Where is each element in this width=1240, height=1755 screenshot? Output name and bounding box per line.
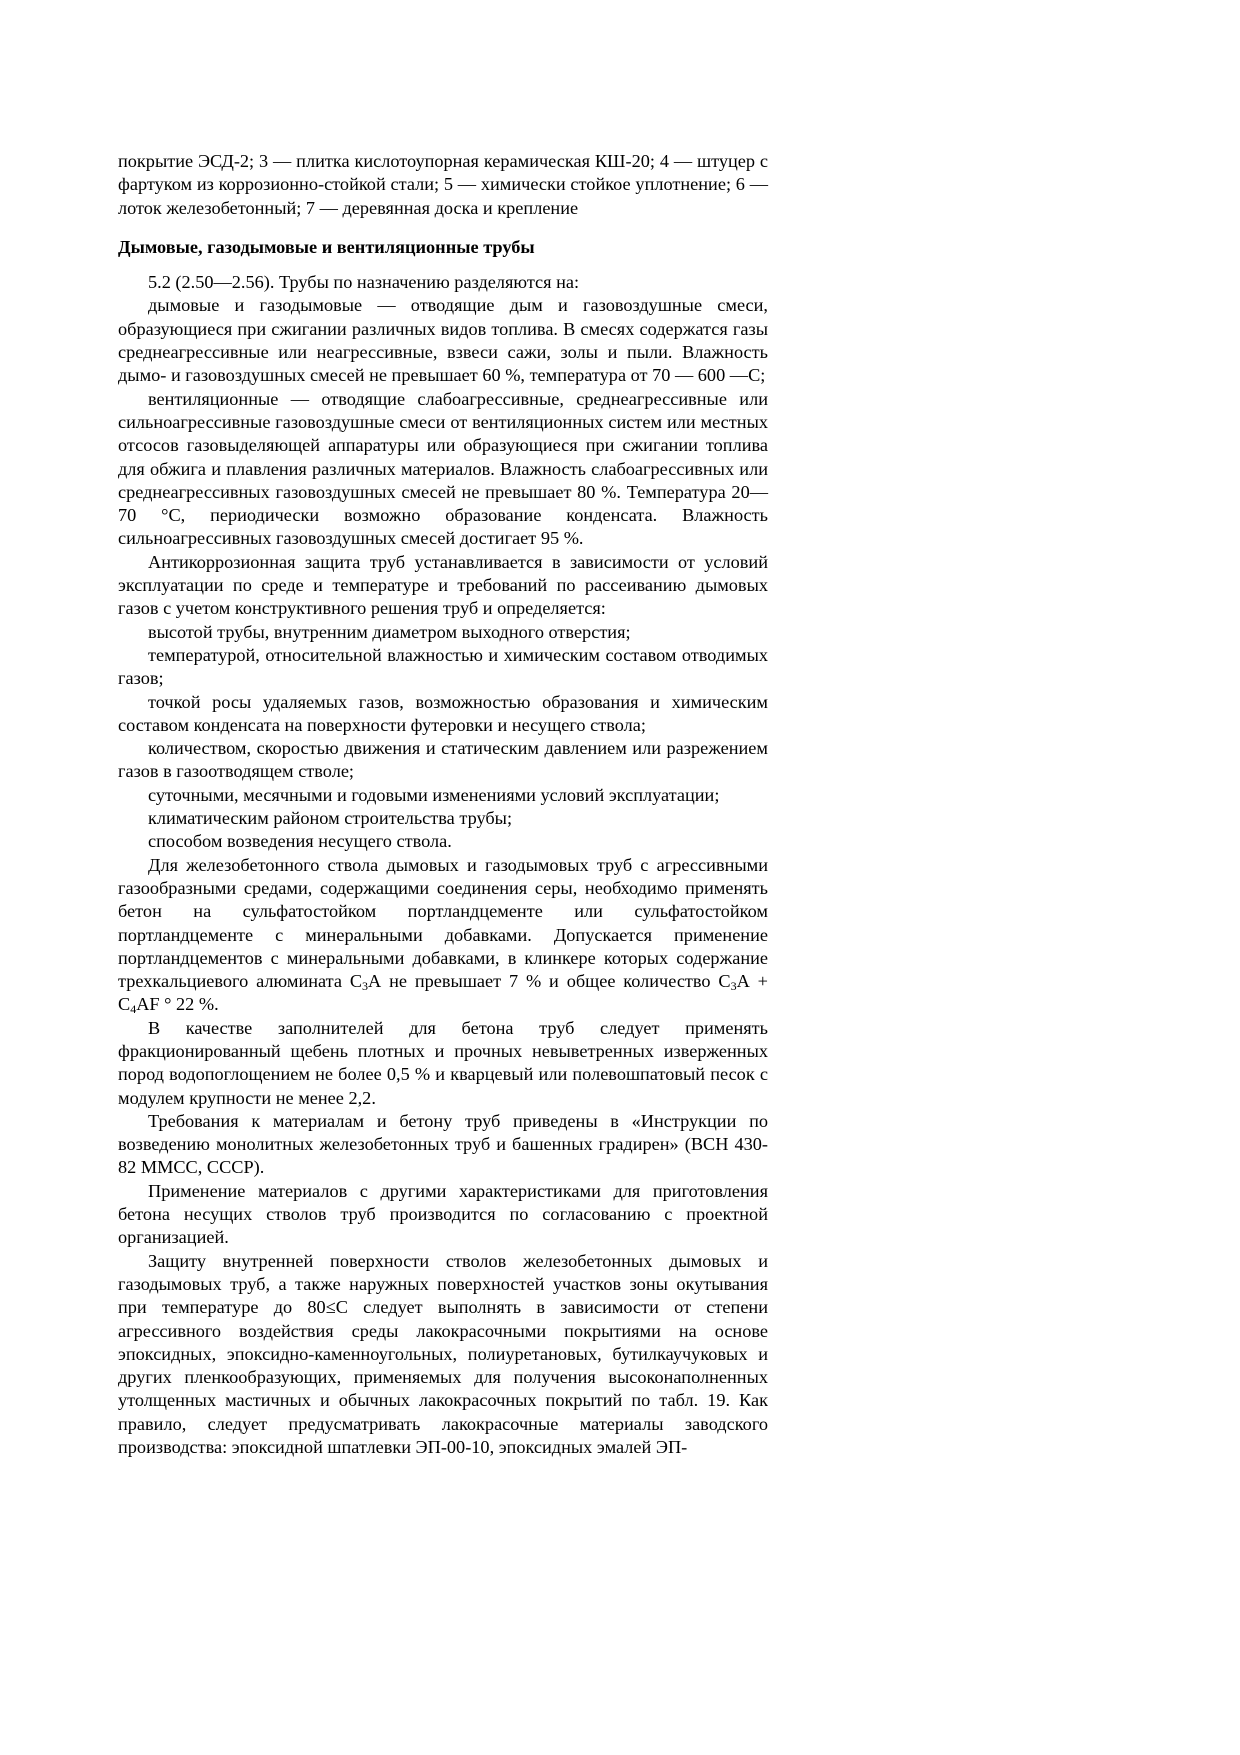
list-item-climate: климатическим районом строительства трубы; [148, 808, 513, 829]
cement-text-4: AF ° 22 %. [136, 994, 219, 1015]
paragraph-smoke-pipes: дымовые и газодымовые — отводящие дым и газовоздушные смеси, образующиеся при сжигании различных видов топлива. В смесях содержатся газы среднеагрессивные или неагрессивные, взвеси сажи, золы и пыли. Влажность дымо- и газовоздушных смесей не превышает 60 %, температура от 70 — 600 —С; [118, 295, 768, 386]
subscript-c4af: 4 [130, 1002, 137, 1017]
list-item-gas-flow: количеством, скоростью движения и статическим давлением или разрежением газов в газоотводящем стволе; [118, 738, 768, 782]
list-item-conditions: суточными, месячными и годовыми изменениями условий эксплуатации; [148, 784, 720, 805]
paragraph-classification: 5.2 (2.50—2.56). Трубы по назначению разделяются на: [148, 272, 580, 293]
list-item-height: высотой трубы, внутренним диаметром выходного отверстия; [148, 621, 631, 642]
list-item-temperature: температурой, относительной влажностью и химическим составом отводимых газов; [118, 644, 768, 689]
paragraph-other-materials: Применение материалов с другими характеристиками для приготовления бетона несущих стволов труб производится по согласованию с проектной организацией. [118, 1180, 768, 1248]
cement-text-2: А не превышает 7 % и общее количество С [368, 971, 731, 992]
paragraph-aggregates: В качестве заполнителей для бетона труб следует применять фракционированный щебень плотных и прочных невыветренных изверженных пород водопоглощением не более 0,5 % и кварцевый или полевошпатовый песок с модулем крупности не менее 2,2. [118, 1017, 768, 1108]
paragraph-corrosion-protection: Антикоррозионная защита труб устанавливается в зависимости от условий эксплуатации по среде и температуре и требований по рассеиванию дымовых газов с учетом конструктивного решения труб и определяется: [118, 551, 768, 619]
section-heading: Дымовые, газодымовые и вентиляционные трубы [118, 236, 535, 257]
subscript-c3a-2: 3 [730, 979, 737, 994]
paragraph-internal-protection: Защиту внутренней поверхности стволов железобетонных дымовых и газодымовых труб, а также наружных поверхностей участков зоны окутывания при температуре до 80≤С следует выполнять в зависимости от степени агрессивного воздействия среды лакокрасочными покрытиями на основе эпоксидных, эпоксидно-каменноугольных, полиуретановых, бутилкаучуковых и других пленкообразующих, применяемых для получения высоконаполненных утолщенных мастичных и обычных лакокрасочных покрытий по табл. 19. Как правило, следует предусматривать лакокрасочные материалы заводского производства: эпоксидной шпатлевки ЭП-00-10, эпоксидных эмалей ЭП- [118, 1250, 768, 1458]
document-page [118, 150, 768, 1459]
list-item-dew-point: точкой росы удаляемых газов, возможностью образования и химическим составом конденсата на поверхности футеровки и несущего ствола; [118, 691, 768, 735]
cement-text-3: А + С [118, 971, 768, 1015]
paragraph-cement [118, 854, 768, 1017]
intro-paragraph: покрытие ЭСД-2; 3 — плитка кислотоупорная керамическая КШ-20; 4 — штуцер с фартуком из коррозионно-стойкой стали; 5 — химически стойкое уплотнение; 6 — лоток железобетонный; 7 — деревянная доска и крепление [118, 151, 768, 218]
paragraph-requirements: Требования к материалам и бетону труб приведены в «Инструкции по возведению монолитных железобетонных труб и башенных градирен» (ВСН 430-82 ММСС, СССР). [118, 1110, 768, 1178]
list-item-construction-method: способом возведения несущего ствола. [148, 831, 452, 852]
cement-text-1: Для железобетонного ствола дымовых и газодымовых труб с агрессивными газообразными средами, содержащими соединения серы, необходимо применять бетон на сульфатостойком портландцементе или сульфатостойком портландцементе с минеральными добавками. Допускается применение портландцементов с минеральными добавками, в клинкере которых содержание трехкальциевого алюмината С [118, 854, 768, 992]
subscript-c3a-1: 3 [362, 979, 369, 994]
paragraph-ventilation-pipes: вентиляционные — отводящие слабоагрессивные, среднеагрессивные или сильноагрессивные газовоздушные смеси от вентиляционных систем или местных отсосов газовыделяющей аппаратуры или образующиеся при сжигании топлива для обжига и плавления различных материалов. Влажность слабоагрессивных или среднеагрессивных газовоздушных смесей не превышает 80 %. Температура 20—70 °С, периодически возможно образование конденсата. Влажность сильноагрессивных газовоздушных смесей достигает 95 %. [118, 388, 768, 549]
